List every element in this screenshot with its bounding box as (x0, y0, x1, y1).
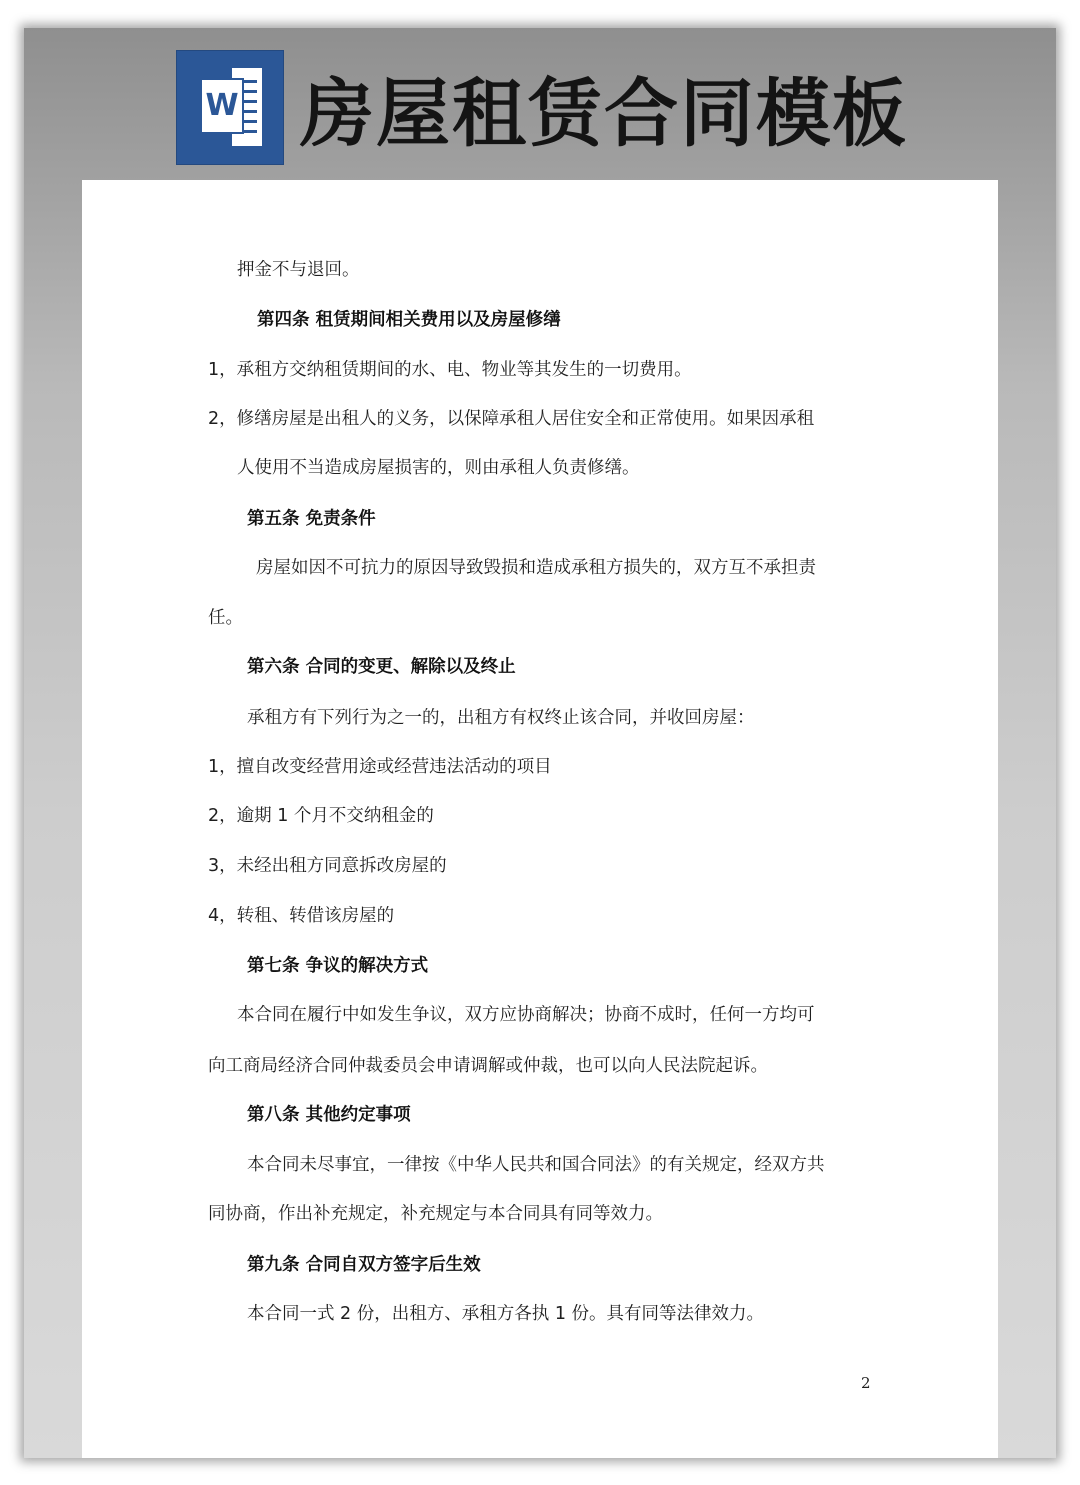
section-heading: 第八条 其他约定事项 (247, 1105, 411, 1125)
header-banner (176, 50, 908, 165)
section-heading: 第六条 合同的变更、解除以及终止 (247, 657, 516, 677)
section-heading: 第五条 免责条件 (247, 509, 376, 529)
page-number: 2 (861, 1374, 871, 1392)
paragraph-line: 房屋如因不可抗力的原因导致毁损和造成承租方损失的，双方互不承担责 (256, 558, 816, 578)
paragraph-line: 向工商局经济合同仲裁委员会申请调解或仲裁，也可以向人民法院起诉。 (208, 1056, 768, 1076)
paragraph-line: 人使用不当造成房屋损害的，则由承租人负责修缮。 (237, 458, 640, 478)
paragraph-line: 本合同未尽事宜，一律按《中华人民共和国合同法》的有关规定，经双方共 (247, 1155, 825, 1175)
paragraph-line: 同协商，作出补充规定，补充规定与本合同具有同等效力。 (208, 1204, 663, 1224)
list-item: 2，修缮房屋是出租人的义务，以保障承租人居住安全和正常使用。如果因承租 (208, 409, 815, 429)
word-letter-badge: W (200, 78, 244, 134)
list-item: 4，转租、转借该房屋的 (208, 906, 395, 926)
paragraph-line: 承租方有下列行为之一的，出租方有权终止该合同，并收回房屋： (247, 708, 755, 728)
paragraph-line: 任。 (208, 608, 243, 628)
paragraph-line: 押金不与退回。 (237, 260, 360, 280)
paragraph-line: 本合同在履行中如发生争议，双方应协商解决；协商不成时，任何一方均可 (237, 1005, 815, 1025)
paragraph-line: 本合同一式 2 份，出租方、承租方各执 1 份。具有同等法律效力。 (247, 1304, 765, 1324)
section-heading: 第四条 租赁期间相关费用以及房屋修缮 (257, 310, 561, 330)
list-item: 1，承租方交纳租赁期间的水、电、物业等其发生的一切费用。 (208, 360, 692, 380)
section-heading: 第七条 争议的解决方式 (247, 956, 429, 976)
list-item: 1，擅自改变经营用途或经营违法活动的项目 (208, 757, 552, 777)
list-item: 2，逾期 1 个月不交纳租金的 (208, 806, 434, 826)
page-title: 房屋租赁合同模板 (300, 70, 908, 157)
document-page (82, 180, 998, 1458)
word-logo-icon (176, 50, 284, 165)
section-heading: 第九条 合同自双方签字后生效 (247, 1255, 481, 1275)
list-item: 3，未经出租方同意拆改房屋的 (208, 856, 447, 876)
